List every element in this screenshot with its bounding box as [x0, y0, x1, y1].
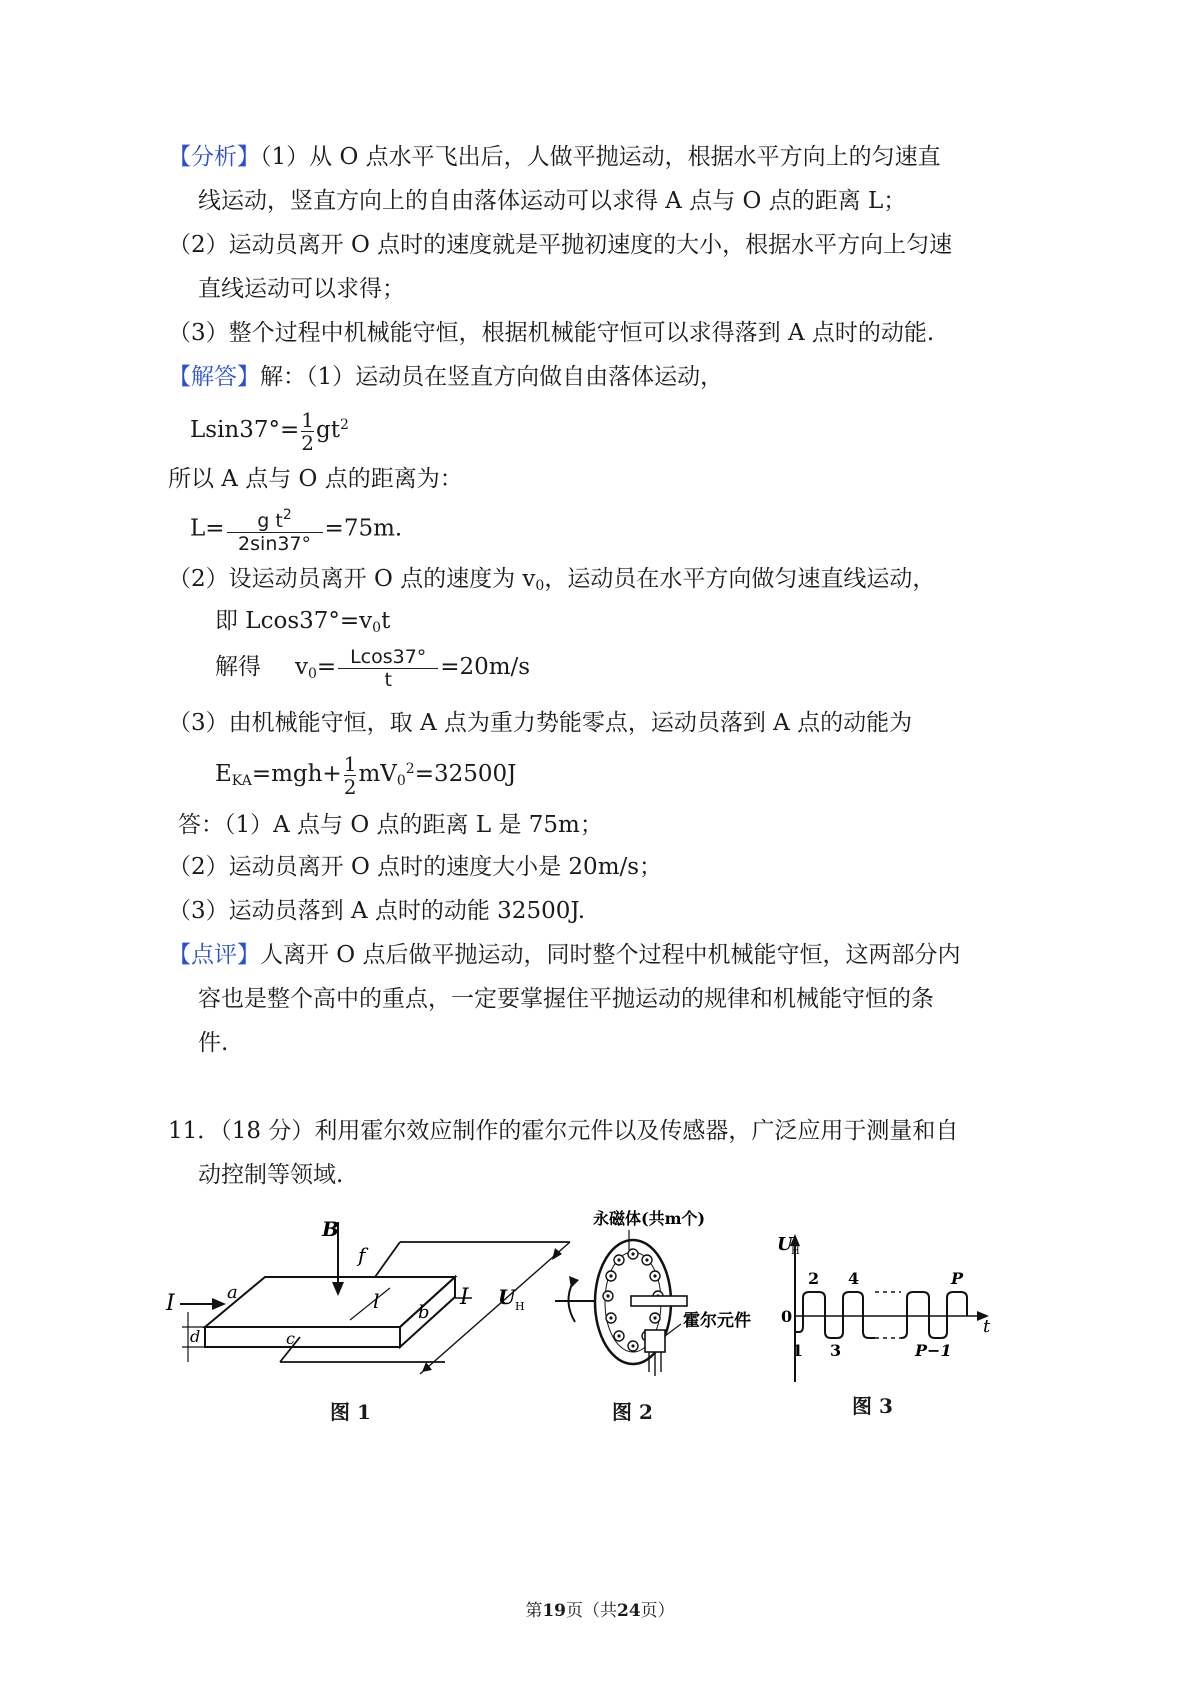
analysis-line-2: 线运动，竖直方向上的自由落体运动可以求得 A 点与 O 点的距离 L；: [198, 188, 907, 214]
analysis-text-1: （1）从 O 点水平飞出后，人做平抛运动，根据水平方向上的匀速直: [260, 144, 941, 170]
part3-equation: [215, 746, 516, 804]
analysis-line-5: （3）整个过程中机械能守恒，根据机械能守恒可以求得落到 A 点时的动能.: [168, 320, 935, 346]
figure-2-magnet-wheel: [545, 1210, 785, 1394]
fig3-trough-1: 1: [792, 1341, 804, 1360]
part3-den: 2: [343, 774, 357, 799]
comment-line-2: 容也是整个高中的重点，一定要掌握住平抛运动的规律和机械能守恒的条: [198, 986, 934, 1012]
footer-total-pages: 24: [617, 1601, 641, 1621]
part2-text: （2）设运动员离开 O 点的速度为 v: [168, 566, 536, 592]
part3-eq1: =mgh+: [251, 761, 342, 787]
fig2-label-magnet: 永磁体(共m个): [593, 1210, 706, 1228]
part2-fraction: [338, 646, 438, 691]
part2-equation: [215, 606, 390, 643]
part3-E: E: [215, 761, 232, 787]
fig3-trough-3: 3: [830, 1341, 842, 1360]
eq2-num: [227, 504, 323, 532]
eq2-left: L=: [190, 515, 225, 542]
solution-intro-text: 解：（1）运动员在竖直方向做自由落体运动，: [260, 364, 724, 390]
footer-page-number: 19: [542, 1601, 566, 1621]
part3-eq2-sup: 2: [405, 761, 415, 777]
solution-tag: 【解答】: [168, 364, 260, 390]
eq2-right: =75m.: [324, 515, 403, 542]
eq2-den: 2sin37°: [227, 532, 323, 555]
equation-2: [190, 504, 402, 555]
fig3-peak-2: 2: [808, 1269, 820, 1288]
eq2-fraction: [227, 504, 323, 555]
part2-frac-den: t: [338, 668, 438, 691]
eq1-sup: 2: [340, 417, 349, 433]
fig1-label-d: d: [190, 1327, 201, 1346]
fig1-label-I-left: I: [166, 1291, 175, 1316]
analysis-line-4: 直线运动可以求得；: [198, 276, 405, 302]
eq1-left: Lsin37°=: [190, 417, 300, 443]
answer-1: 答：（1）A 点与 O 点的距离 L 是 75m；: [178, 812, 603, 838]
fig1-label-B: B: [322, 1217, 339, 1241]
part2-result: =20m/s: [440, 654, 531, 680]
part2-eq-suffix: t: [381, 608, 391, 634]
analysis-tag: 【分析】: [168, 144, 260, 170]
part2-sub: 0: [535, 578, 545, 594]
figure-1-hall-plate: [160, 1212, 580, 1396]
footer-mid: 页（共: [566, 1601, 617, 1621]
eq1-right: gt: [316, 417, 340, 443]
comment-line-1: [168, 940, 960, 970]
comment-line-3: 件.: [198, 1030, 229, 1056]
fig3-trough-P-1: P−1: [915, 1341, 952, 1360]
fig1-label-UH-sub: H: [515, 1300, 525, 1313]
footer-prefix: 第: [525, 1601, 543, 1621]
fig3-peak-4: 4: [848, 1269, 860, 1288]
answer-3: （3）运动员落到 A 点时的动能 32500J.: [168, 898, 586, 924]
analysis-line-1: [168, 142, 941, 172]
figure-1-caption: 图 1: [330, 1400, 371, 1424]
question-line-1: 11．（18 分）利用霍尔效应制作的霍尔元件以及传感器，广泛应用于测量和自: [168, 1118, 959, 1144]
figure-2-caption: 图 2: [612, 1400, 653, 1424]
fig3-peak-P: P: [951, 1269, 964, 1288]
part3-E-sub: KA: [231, 773, 252, 789]
page-footer: [0, 1596, 1200, 1621]
part3-text: （3）由机械能守恒，取 A 点为重力势能零点，运动员落到 A 点的动能为: [168, 710, 913, 736]
part2-eq-prefix: 即 Lcos37°=v: [215, 608, 373, 634]
part2-v: v: [295, 654, 308, 680]
question-line-2: 动控制等领域.: [198, 1162, 344, 1188]
part2-text-2: ，运动员在水平方向做匀速直线运动，: [544, 566, 936, 592]
eq1-den: 2: [301, 430, 315, 455]
figure-3-waveform: [775, 1232, 995, 1396]
figure-3-caption: 图 3: [852, 1394, 893, 1418]
fig1-label-l: l: [373, 1289, 380, 1313]
fig1-label-I-right: I: [460, 1285, 469, 1310]
fig1-label-UH: U: [498, 1285, 516, 1309]
comment-text-1: 人离开 O 点后做平抛运动，同时整个过程中机械能守恒，这两部分内: [260, 942, 961, 968]
equation-1: [190, 402, 349, 454]
part2-v-sub: 0: [308, 666, 317, 682]
part2-frac-num: Lcos37°: [350, 645, 427, 668]
part3-eq2: mV: [358, 761, 397, 787]
part3-eq2-sub: 0: [396, 773, 406, 789]
part2-v-eq: =: [316, 654, 337, 680]
eq2-num-text: g t: [257, 510, 283, 532]
part3-eq3: =32500J: [414, 761, 517, 787]
part3-num: 1: [343, 751, 357, 776]
distance-text: 所以 A 点与 O 点的距离为：: [168, 466, 463, 492]
eq1-num: 1: [301, 407, 315, 432]
fig3-axis-y: U: [777, 1234, 793, 1255]
fig1-label-c: c: [286, 1329, 295, 1348]
fig1-label-b: b: [418, 1302, 430, 1323]
answer-2: （2）运动员离开 O 点时的速度大小是 20m/s；: [168, 854, 663, 880]
part3-fraction: [344, 753, 357, 798]
fig1-label-f: f: [358, 1243, 366, 1267]
fig1-label-a: a: [227, 1282, 238, 1303]
eq1-fraction: [301, 409, 314, 454]
fig2-label-hall: 霍尔元件: [683, 1311, 751, 1331]
analysis-line-3: （2）运动员离开 O 点时的速度就是平抛初速度的大小，根据水平方向上匀速: [168, 232, 953, 258]
fig3-axis-t: t: [983, 1316, 991, 1337]
part2-solve-label: 解得: [215, 654, 261, 680]
footer-suffix: 页）: [640, 1601, 675, 1621]
comment-tag: 【点评】: [168, 942, 260, 968]
eq2-num-sup: 2: [282, 507, 292, 523]
part2-solve: [215, 644, 530, 697]
fig3-zero: 0: [781, 1307, 793, 1326]
solution-intro: [168, 362, 723, 392]
fig3-axis-y-sub: H: [791, 1246, 800, 1257]
part2-eq-sub: 0: [372, 620, 382, 636]
part2-line: [168, 564, 935, 601]
